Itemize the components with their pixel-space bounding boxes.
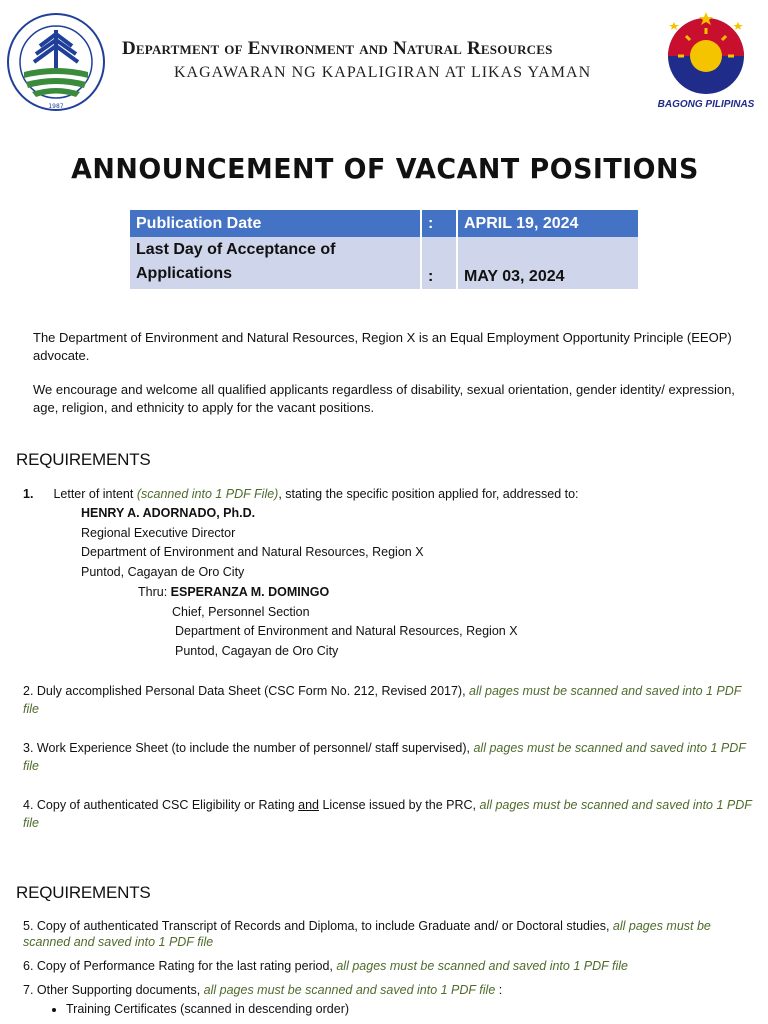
deadline-row — [130, 237, 638, 289]
thru-line: Thru: ESPERANZA M. DOMINGO — [138, 585, 330, 599]
publication-colon: : — [422, 210, 456, 237]
requirement-1: 1. Letter of intent (scanned into 1 PDF File), stating the specific position applied for, addressed to: — [23, 487, 579, 501]
bagong-pilipinas-label: BAGONG PILIPINAS — [657, 99, 755, 110]
department-subtitle: KAGAWARAN NG KAPALIGIRAN AT LIKAS YAMAN — [174, 64, 592, 81]
intro-paragraph-2: We encourage and welcome all qualified applicants regardless of disability, sexual orientation, gender identity/ expression, age, religion, and ethnicity to apply for the vacant positions. — [33, 382, 735, 415]
requirement-6: 6. Copy of Performance Rating for the last rating period, all pages must be scanned and saved into 1 PDF file — [23, 959, 628, 973]
thru-address: Puntod, Cagayan de Oro City — [175, 644, 339, 658]
addressee-address: Puntod, Cagayan de Oro City — [81, 565, 245, 579]
requirements-heading: REQUIREMENTS — [16, 450, 151, 469]
bagong-pilipinas-logo-icon — [660, 10, 752, 98]
deadline-value: MAY 03, 2024 — [458, 237, 638, 289]
department-title: Department of Environment and Natural Resources — [122, 38, 553, 59]
letterhead — [0, 0, 768, 118]
publication-row — [130, 210, 638, 237]
requirement-1-note: (scanned into 1 PDF File) — [136, 487, 279, 501]
requirement-4: 4. Copy of authenticated CSC Eligibility or Rating and License issued by the PRC, all pages must be scanned and saved into 1 PDF file — [23, 798, 752, 830]
intro-paragraph-1: The Department of Environment and Natural Resources, Region X is an Equal Employment Opportunity Principle (EEOP) advocate. — [33, 330, 732, 363]
thru-title: Chief, Personnel Section — [172, 605, 310, 619]
addressee-name: HENRY A. ADORNADO, Ph.D. — [81, 506, 256, 520]
dates-table — [128, 210, 640, 289]
page-title: ANNOUNCEMENT OF VACANT POSITIONS — [71, 152, 699, 185]
deadline-colon: : — [422, 237, 456, 289]
list-item: • Training Certificates (scanned in descending order) — [66, 1000, 349, 1018]
deadline-label: Last Day of Acceptance of Applications — [130, 237, 420, 289]
addressee-title: Regional Executive Director — [81, 526, 236, 540]
thru-name: ESPERANZA M. DOMINGO — [170, 585, 330, 599]
svg-text:1987: 1987 — [48, 103, 64, 110]
requirements-heading-2: REQUIREMENTS — [16, 883, 151, 902]
publication-label: Publication Date — [130, 210, 420, 237]
requirement-7: 7. Other Supporting documents, all pages must be scanned and saved into 1 PDF file : — [23, 983, 503, 997]
requirement-2: 2. Duly accomplished Personal Data Sheet (CSC Form No. 212, Revised 2017), all pages must be scanned and saved into 1 PDF file — [23, 684, 742, 716]
publication-value: APRIL 19, 2024 — [458, 210, 638, 237]
requirement-3: 3. Work Experience Sheet (to include the number of personnel/ staff supervised), all pages must be scanned and saved into 1 PDF file — [23, 741, 746, 773]
requirement-5: 5. Copy of authenticated Transcript of Records and Diploma, to include Graduate and/ or Doctoral studies, all pages must be scanned and saved into 1 PDF file — [23, 919, 711, 949]
supporting-docs-list — [40, 1000, 349, 1018]
requirement-1-label: Letter of intent — [53, 487, 134, 501]
denr-seal-icon — [6, 12, 106, 112]
addressee-office: Department of Environment and Natural Resources, Region X — [81, 545, 424, 559]
thru-office: Department of Environment and Natural Resources, Region X — [175, 624, 518, 638]
